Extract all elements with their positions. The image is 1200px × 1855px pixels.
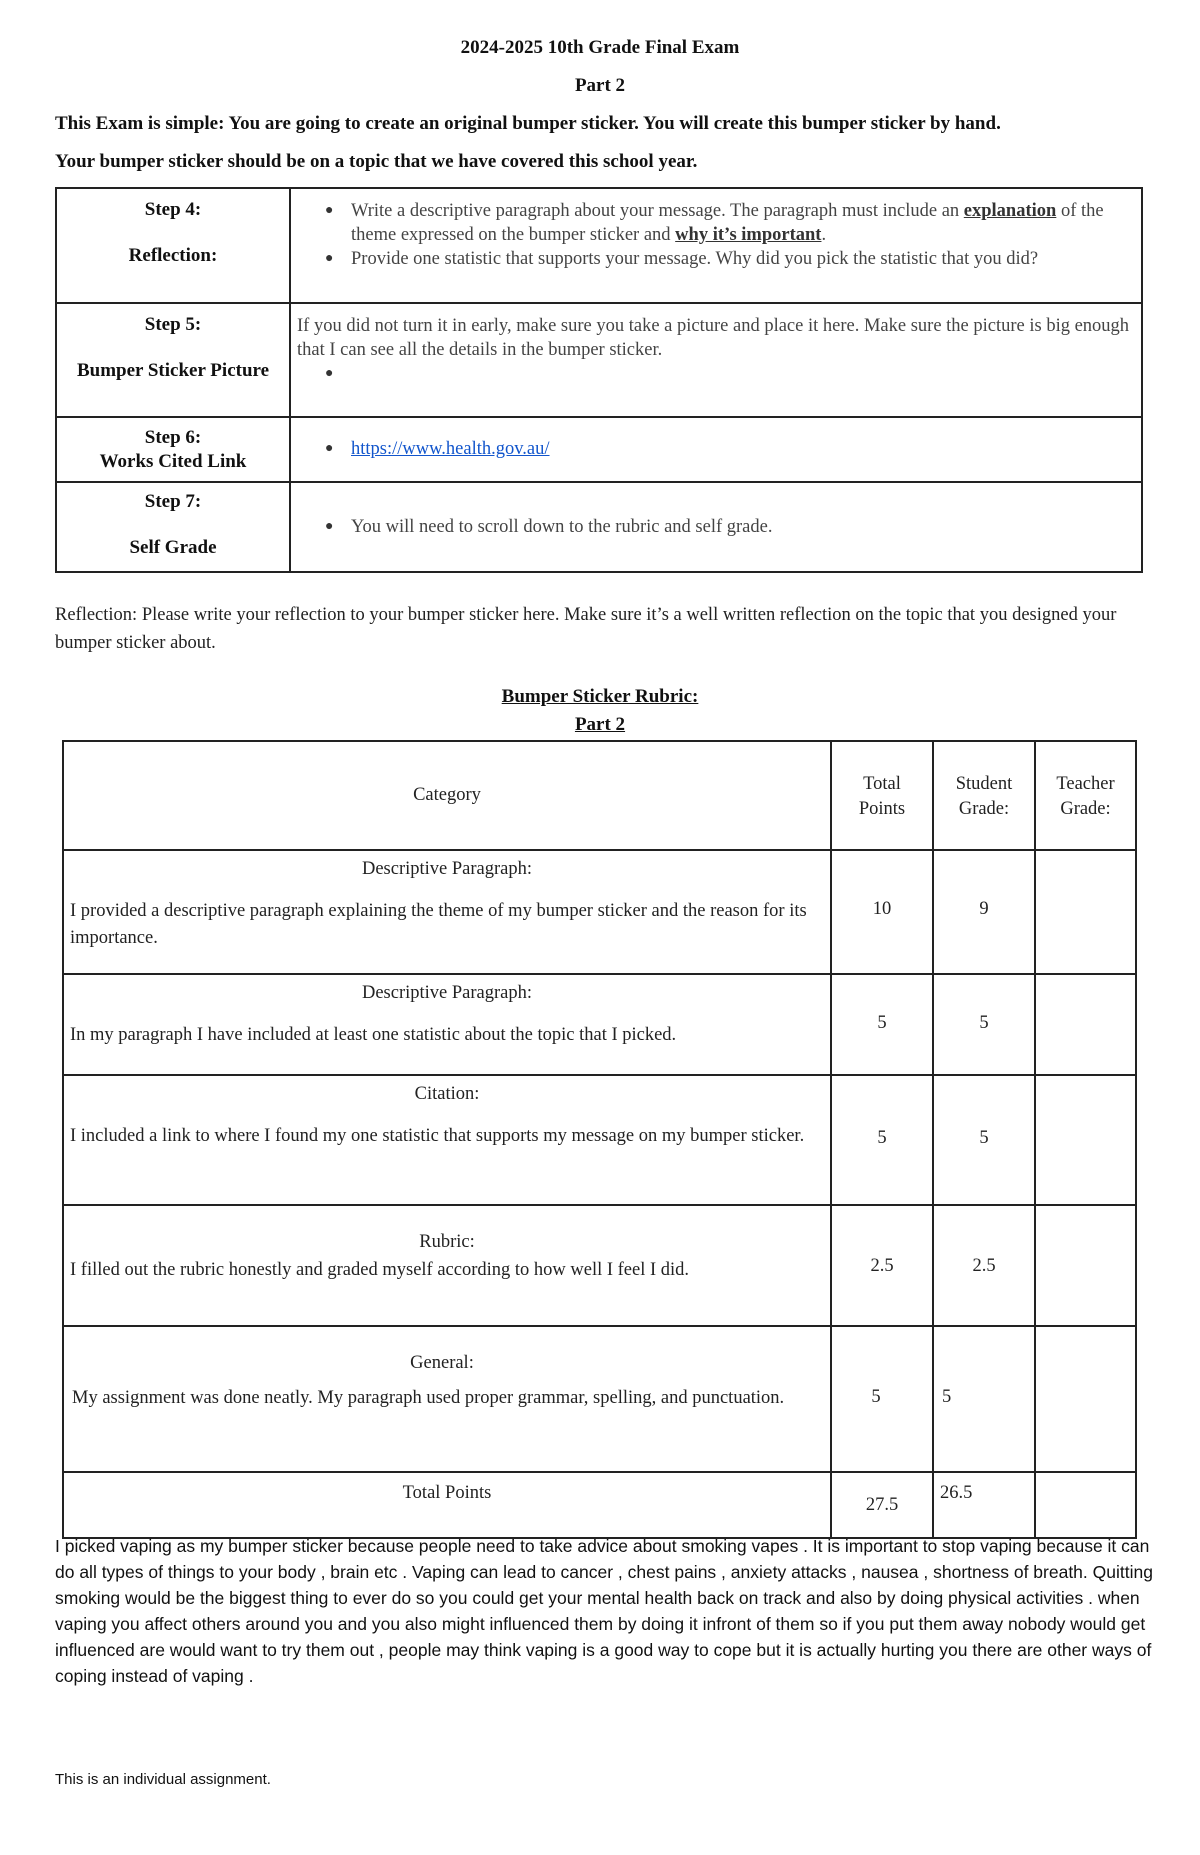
- step-7-row: [56, 482, 1142, 572]
- total-row: [63, 1472, 1136, 1538]
- student-reflection-text[interactable]: I picked vaping as my bumper sticker because people need to take advice about smoking vapes . It is important to stop vaping because it can do all types of things to your body , brain etc . Vaping can lead to cancer , chest pains , anxiety attacks , nausea , shortness of breath. Quitting smoking would be the biggest thing to ever do so you could get your mental health back on track and also by doing physical activities . when vaping you affect others around you and you also might influenced them by doing it infront of them so if you put them away nobody would get influenced are would want to try them out , people may think vaping is a good way to cope but it is actually hurting you there are other ways of coping instead of vaping .: [55, 1536, 1153, 1686]
- total-points-cell: 10: [831, 850, 933, 974]
- step-7-sublabel: Self Grade: [129, 537, 217, 558]
- student-grade-cell[interactable]: 5: [933, 1075, 1035, 1205]
- step-7-content: [290, 482, 1142, 572]
- table-row: [63, 1326, 1136, 1472]
- table-row: [63, 1205, 1136, 1326]
- exam-part-label: Part 2: [574, 75, 626, 96]
- explanation-emphasis: explanation: [963, 201, 1057, 221]
- total-points-label: Total Points: [63, 1472, 831, 1538]
- importance-emphasis: why it’s important: [675, 225, 822, 245]
- table-row: [63, 974, 1136, 1075]
- student-grade-cell[interactable]: 2.5: [933, 1205, 1035, 1326]
- student-grade-cell[interactable]: 5: [933, 1326, 1035, 1472]
- teacher-grade-cell[interactable]: [1035, 1075, 1136, 1205]
- student-grade-header: Student Grade:: [933, 741, 1035, 850]
- step-6-content: [290, 417, 1142, 482]
- teacher-grade-header: Teacher Grade:: [1035, 741, 1136, 850]
- category-header: Category: [63, 741, 831, 850]
- category-cell: Citation: I included a link to where I found my one statistic that supports my message on my bumper sticker.: [63, 1075, 831, 1205]
- teacher-total-cell[interactable]: [1035, 1472, 1136, 1538]
- student-grade-cell[interactable]: 9: [933, 850, 1035, 974]
- step-4-bullet-1: ● Write a descriptive paragraph about your message. The paragraph must include an explanation of the theme expressed on the bumper sticker and why it’s important.: [291, 199, 1111, 247]
- student-total-cell[interactable]: 26.5: [933, 1472, 1035, 1538]
- teacher-grade-cell[interactable]: [1035, 1205, 1136, 1326]
- step-5-empty-bullet: [291, 362, 1141, 386]
- student-grade-cell[interactable]: 5: [933, 974, 1035, 1075]
- intro-line-2: Your bumper sticker should be on a topic that we have covered this school year.: [55, 151, 698, 172]
- rubric-header-row: [63, 741, 1136, 850]
- intro-line-1: This Exam is simple: You are going to create an original bumper sticker. You will create this bumper sticker by hand.: [55, 113, 1001, 134]
- total-points-cell: 2.5: [831, 1205, 933, 1326]
- exam-title: 2024-2025 10th Grade Final Exam: [460, 37, 740, 58]
- step-5-sublabel: Bumper Sticker Picture: [76, 360, 270, 381]
- step-4-bullet-2: ● Provide one statistic that supports your message. Why did you pick the statistic that you did?: [291, 247, 1111, 271]
- step-6-sublabel: Works Cited Link: [99, 451, 247, 472]
- teacher-grade-cell[interactable]: [1035, 850, 1136, 974]
- teacher-grade-cell[interactable]: [1035, 974, 1136, 1075]
- works-cited-link[interactable]: https://www.health.gov.au/: [351, 439, 550, 459]
- category-cell: Rubric: I filled out the rubric honestly and graded myself according to how well I feel I did.: [63, 1205, 831, 1326]
- step-7-label: Step 7:: [144, 491, 202, 512]
- step-7-label-cell: [56, 482, 290, 572]
- step-4-row: [56, 188, 1142, 303]
- table-row: [63, 850, 1136, 974]
- teacher-grade-cell[interactable]: [1035, 1326, 1136, 1472]
- total-points-cell: 5: [831, 1075, 933, 1205]
- step-6-row: [56, 417, 1142, 482]
- step-5-text: If you did not turn it in early, make sure you take a picture and place it here. Make sure the picture is big enough that I can see all the details in the bumper sticker.: [297, 316, 1130, 360]
- step-7-bullet: ● You will need to scroll down to the rubric and self grade.: [291, 515, 1141, 539]
- step-6-label: Step 6:: [144, 427, 202, 448]
- step-4-sublabel: Reflection:: [128, 245, 218, 266]
- step-5-row: [56, 303, 1142, 417]
- table-row: [63, 1075, 1136, 1205]
- category-cell: Descriptive Paragraph: In my paragraph I have included at least one statistic about the topic that I picked.: [63, 974, 831, 1075]
- category-cell: General: My assignment was done neatly. My paragraph used proper grammar, spelling, and punctuation.: [63, 1326, 831, 1472]
- step-5-label: Step 5:: [144, 314, 202, 335]
- step-5-label-cell: [56, 303, 290, 417]
- reflection-prompt: Reflection: Please write your reflection to your bumper sticker here. Make sure it’s a well written reflection on the topic that you designed your bumper sticker about.: [55, 605, 1117, 653]
- step-4-label-cell: [56, 188, 290, 303]
- step-6-label-cell: [56, 417, 290, 482]
- rubric-table: [62, 740, 1137, 1539]
- step-4-label: Step 4:: [144, 199, 202, 220]
- rubric-title: Bumper Sticker Rubric:: [501, 686, 699, 707]
- total-points-cell: 5: [831, 1326, 933, 1472]
- step-5-content[interactable]: [290, 303, 1142, 417]
- category-cell: Descriptive Paragraph: I provided a descriptive paragraph explaining the theme of my bumper sticker and the reason for its importance.: [63, 850, 831, 974]
- total-points-cell: 5: [831, 974, 933, 1075]
- total-points-header: Total Points: [831, 741, 933, 850]
- total-points-sum: 27.5: [831, 1472, 933, 1538]
- rubric-part-label: Part 2: [574, 714, 626, 735]
- footer-note: This is an individual assignment.: [55, 1771, 271, 1788]
- step-4-content: [290, 188, 1142, 303]
- step-6-bullet: [291, 437, 1141, 461]
- steps-table: [55, 187, 1143, 573]
